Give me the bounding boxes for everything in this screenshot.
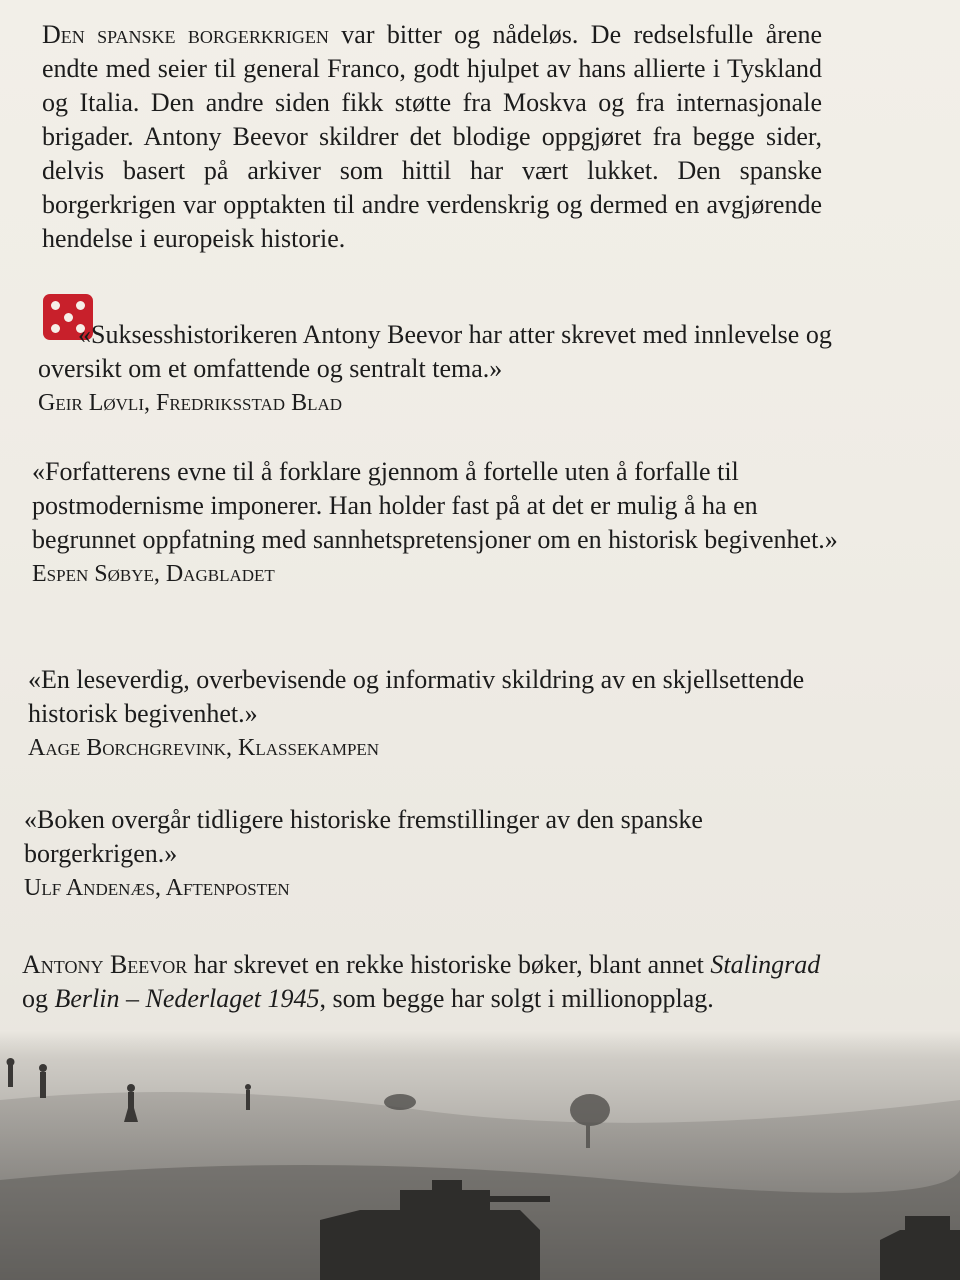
author-bio — [22, 948, 822, 1016]
review-text: «Forfatterens evne til å forklare gjennom å fortelle uten å forfalle til postmodernisme imponerer. Han holder fast på at det er mulig å ha en begrunnet oppfatning med sannhetspretensjoner om en historisk begivenhet.» — [32, 457, 838, 554]
author-name: Antony Beevor — [22, 950, 188, 979]
review-attribution: Geir Løvli, Fredriksstad Blad — [38, 390, 343, 416]
blurb-lead: Den spanske borgerkrigen — [42, 20, 329, 49]
book-title-stalingrad: Stalingrad — [710, 950, 821, 979]
review-text: «En leseverdig, overbevisende og informativ skildring av en skjellsettende historisk begivenhet.» — [28, 665, 805, 728]
author-bio-text: og — [22, 984, 55, 1013]
review-attribution: Espen Søbye, Dagbladet — [32, 561, 275, 587]
review-text: «Boken overgår tidligere historiske fremstillinger av den spanske borgerkrigen.» — [24, 805, 703, 868]
blurb-text: var bitter og nådeløs. De redselsfulle årene endte med seier til general Franco, godt hjulpet av hans allierte i Tyskland og Italia. Den andre siden fikk støtte fra Moskva og fra internasjonale brigader. Antony Beevor skildrer det blodige oppgjøret fra begge sider, delvis basert på arkiver som hittil har vært lukket. Den spanske borgerkrigen var opptakten til andre verdenskrig og dermed en avgjørende hendelse i europeisk historie. — [42, 20, 822, 253]
blurb-paragraph — [42, 18, 822, 256]
review-text: «Suksesshistorikeren Antony Beevor har atter skrevet med innlevelse og oversikt om et omfattende og sentralt tema.» — [38, 320, 832, 383]
review-quote-2 — [32, 455, 852, 591]
review-quote-4 — [24, 803, 824, 905]
review-quote-1 — [38, 318, 838, 420]
book-title-berlin: Berlin – Nederlaget 1945 — [54, 984, 320, 1013]
review-quote-3 — [28, 663, 828, 765]
author-bio-text: , som begge har solgt i millionopplag. — [319, 984, 714, 1013]
war-photo-tanks-icon — [0, 1030, 960, 1280]
author-bio-text: har skrevet en rekke historiske bøker, blant annet — [187, 950, 711, 979]
review-attribution: Ulf Andenæs, Aftenposten — [24, 875, 290, 901]
review-attribution: Aage Borchgrevink, Klassekampen — [28, 735, 380, 761]
